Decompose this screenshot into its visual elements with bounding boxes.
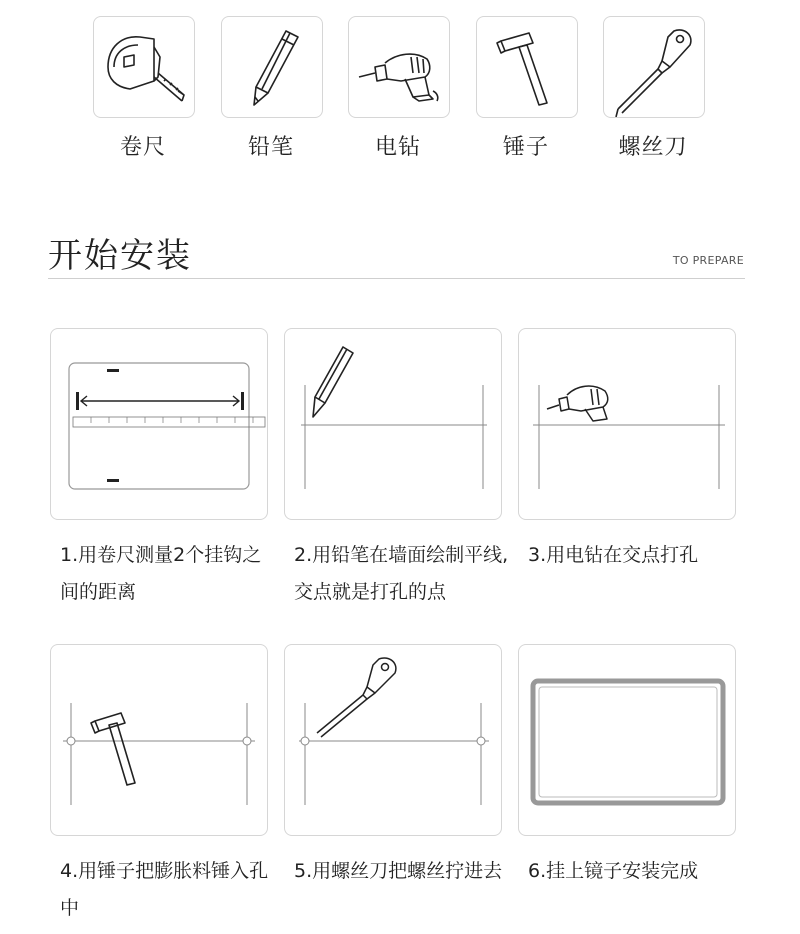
hammer-icon: [477, 17, 577, 117]
step-text-3: 3.用电钻在交点打孔: [528, 544, 699, 566]
tool-label-hammer: 锤子: [502, 135, 549, 160]
tool-card-screwdriver: [603, 16, 705, 118]
pencil-icon: [222, 17, 322, 117]
section-divider: [48, 278, 745, 279]
screw-in-illustration: [285, 645, 501, 835]
tool-card-pencil: [221, 16, 323, 118]
tool-card-drill: [348, 16, 450, 118]
tool-card-tape-measure: [93, 16, 195, 118]
step-text-1: 1.用卷尺测量2个挂钩之间的距离: [60, 544, 262, 603]
electric-drill-icon: [349, 17, 449, 117]
measure-distance-illustration: [51, 329, 267, 519]
tool-label-screwdriver: 螺丝刀: [618, 135, 688, 160]
tool-label-tape-measure: 卷尺: [119, 135, 166, 160]
tool-label-drill: 电钻: [374, 135, 421, 160]
step-card-1: [50, 328, 268, 520]
drill-hole-illustration: [519, 329, 735, 519]
step-text-6: 6.挂上镜子安装完成: [528, 860, 699, 882]
step-card-4: [50, 644, 268, 836]
step-text-2: 2.用铅笔在墙面绘制平线,交点就是打孔的点: [294, 544, 509, 603]
tape-measure-icon: [94, 17, 194, 117]
hang-mirror-illustration: [519, 645, 735, 835]
section-title: 开始安装: [48, 236, 192, 276]
step-text-4: 4.用锤子把膨胀料锤入孔中: [60, 860, 269, 919]
screwdriver-icon: [604, 17, 704, 117]
section-subtitle: TO PREPARE: [672, 254, 744, 267]
step-card-6: [518, 644, 736, 836]
tool-label-pencil: 铅笔: [247, 135, 294, 160]
tool-card-hammer: [476, 16, 578, 118]
step-card-3: [518, 328, 736, 520]
step-card-5: [284, 644, 502, 836]
hammer-anchor-illustration: [51, 645, 267, 835]
mark-wall-illustration: [285, 329, 501, 519]
step-text-5: 5.用螺丝刀把螺丝拧进去: [294, 860, 503, 882]
step-card-2: [284, 328, 502, 520]
